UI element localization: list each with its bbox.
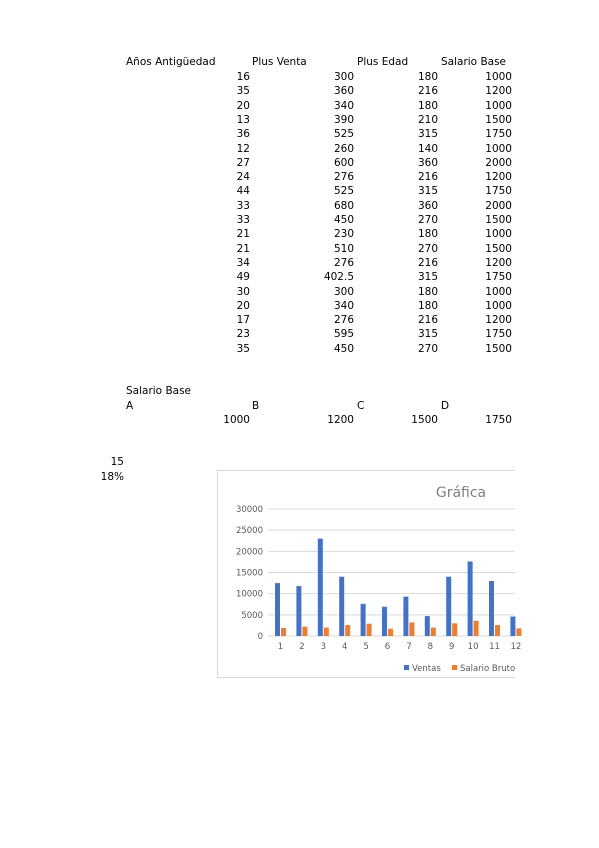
table-row: [0, 199, 599, 213]
table-cell: 315: [417, 271, 438, 284]
bar-salario-bruto: [367, 624, 372, 636]
y-tick-label: 30000: [235, 505, 263, 515]
table-cell: 340: [333, 99, 354, 112]
x-tick-label: 5: [363, 642, 369, 652]
bar-salario-bruto: [302, 627, 307, 636]
table-cell: 315: [417, 328, 438, 341]
table-cell: 390: [333, 113, 354, 126]
table-cell: 180: [417, 228, 438, 241]
table-cell: 315: [417, 185, 438, 198]
bar-ventas: [361, 604, 366, 636]
salary-letter-d: D: [441, 400, 450, 412]
table-cell: 27: [236, 156, 250, 169]
table-cell: 180: [417, 299, 438, 312]
table-cell: 1200: [485, 256, 512, 269]
bar-salario-bruto: [409, 622, 414, 636]
table-row: [0, 256, 599, 270]
table-row: [0, 170, 599, 184]
table-cell: 30: [236, 285, 250, 298]
y-tick-label: 5000: [241, 610, 263, 621]
table-cell: 20: [236, 299, 250, 312]
table-cell: 1750: [485, 185, 512, 198]
table-row: [0, 127, 599, 141]
x-tick-label: 6: [384, 642, 391, 652]
y-tick-label: 0: [257, 632, 263, 642]
bar-ventas: [446, 577, 451, 636]
table-cell: 340: [333, 299, 354, 312]
bar-salario-bruto: [495, 625, 500, 636]
salary-base-title: Salario Base: [126, 385, 192, 397]
table-cell: 2000: [485, 199, 512, 212]
table-cell: 12: [236, 142, 250, 155]
table-cell: 1750: [485, 271, 512, 284]
table-cell: 1500: [485, 214, 512, 226]
table-cell: 450: [333, 214, 354, 226]
salary-value-c: 1500: [411, 414, 438, 426]
table-cell: 270: [417, 242, 438, 255]
table-cell: 216: [417, 171, 438, 184]
table-cell: 1200: [485, 171, 512, 184]
bar-salario-bruto: [345, 625, 350, 636]
table-row: [0, 84, 599, 98]
bar-chart: [218, 471, 522, 677]
x-tick-label: 9: [448, 642, 455, 652]
x-tick-label: 8: [427, 642, 434, 652]
table-cell: 1000: [485, 71, 512, 83]
extra-value: 15: [110, 456, 124, 468]
x-tick-label: 2: [299, 642, 305, 652]
table-row: [0, 327, 599, 341]
table-cell: 216: [417, 314, 438, 327]
table-row: [0, 342, 599, 356]
table-cell: 17: [236, 314, 250, 327]
table-cell: 180: [417, 99, 438, 112]
table-cell: 1500: [485, 113, 512, 126]
table-row: [0, 285, 599, 299]
table-cell: 450: [333, 342, 354, 355]
bar-salario-bruto: [516, 628, 521, 636]
table-cell: 13: [236, 113, 250, 126]
x-tick-label: 11: [489, 642, 500, 652]
x-tick-label: 4: [341, 642, 348, 652]
x-tick-label: 10: [467, 642, 479, 652]
table-cell: 276: [333, 171, 354, 184]
table-cell: 33: [236, 199, 250, 212]
table-cell: 315: [417, 128, 438, 141]
table-cell: 1500: [485, 242, 512, 255]
bar-salario-bruto: [474, 621, 479, 636]
bar-salario-bruto: [431, 628, 436, 636]
table-cell: 23: [236, 328, 250, 341]
header-years: Años Antigüedad: [126, 56, 216, 68]
table-cell: 525: [333, 128, 354, 141]
salary-value-b: 1200: [327, 414, 354, 426]
table-cell: 180: [417, 71, 438, 83]
legend-label: Salario Bruto: [460, 664, 516, 674]
bar-salario-bruto: [388, 629, 393, 636]
table-cell: 1000: [485, 228, 512, 241]
table-cell: 360: [333, 85, 354, 98]
table-cell: 1000: [485, 285, 512, 298]
bar-ventas: [425, 616, 430, 636]
table-cell: 510: [333, 242, 354, 255]
y-tick-label: 20000: [235, 547, 263, 558]
legend-swatch: [404, 665, 409, 670]
table-row: [0, 156, 599, 170]
chart-area: [217, 470, 522, 678]
table-cell: 36: [236, 128, 250, 141]
table-cell: 21: [236, 228, 250, 241]
salary-letter-c: C: [357, 400, 365, 412]
table-cell: 230: [333, 228, 354, 241]
table-row: [0, 242, 599, 256]
table-row: [0, 313, 599, 327]
salary-letter-b: B: [252, 400, 260, 412]
table-cell: 210: [417, 113, 438, 126]
y-tick-label: 25000: [235, 526, 263, 537]
table-row: [0, 299, 599, 313]
table-cell: 16: [236, 71, 250, 83]
table-cell: 34: [236, 256, 250, 269]
bar-ventas: [275, 583, 280, 636]
table-cell: 1000: [485, 99, 512, 112]
legend-label: Ventas: [412, 664, 441, 674]
table-row: [0, 270, 599, 284]
table-cell: 35: [236, 85, 250, 98]
chart-title: Gráfica: [435, 485, 487, 501]
table-cell: 1000: [485, 142, 512, 155]
bar-ventas: [318, 539, 323, 636]
table-row: [0, 227, 599, 241]
table-cell: 276: [333, 314, 354, 327]
bar-salario-bruto: [324, 628, 329, 636]
salary-letter-a: A: [126, 400, 134, 412]
table-cell: 360: [417, 156, 438, 169]
extra-percent: 18%: [100, 471, 124, 483]
table-cell: 33: [236, 214, 250, 226]
table-cell: 180: [417, 285, 438, 298]
table-row: [0, 70, 599, 84]
table-cell: 260: [333, 142, 354, 155]
table-cell: 270: [417, 214, 438, 226]
table-cell: 49: [236, 271, 250, 284]
bar-ventas: [339, 577, 344, 636]
table-cell: 44: [236, 185, 250, 198]
legend-swatch: [452, 665, 457, 670]
table-cell: 1000: [485, 299, 512, 312]
salary-value-d: 1750: [485, 414, 512, 426]
x-tick-label: 12: [510, 642, 522, 652]
table-cell: 1750: [485, 328, 512, 341]
header-plus-edad: Plus Edad: [357, 56, 409, 68]
salary-value-a: 1000: [223, 414, 250, 426]
table-cell: 1200: [485, 314, 512, 327]
table-cell: 24: [236, 171, 250, 184]
table-row: [0, 113, 599, 127]
table-cell: 216: [417, 85, 438, 98]
table-cell: 270: [417, 342, 438, 355]
table-cell: 595: [333, 328, 354, 341]
table-cell: 140: [417, 142, 438, 155]
table-cell: 276: [333, 256, 354, 269]
x-tick-label: 7: [406, 642, 412, 652]
table-cell: 21: [236, 242, 250, 255]
table-row: [0, 99, 599, 113]
table-row: [0, 142, 599, 156]
bar-ventas: [382, 607, 387, 636]
bar-ventas: [403, 597, 408, 636]
x-tick-label: 3: [320, 642, 327, 652]
table-cell: 300: [333, 285, 354, 298]
table-cell: 300: [333, 71, 354, 83]
bar-ventas: [296, 586, 301, 636]
table-cell: 600: [333, 156, 354, 169]
y-tick-label: 15000: [235, 568, 263, 579]
bar-salario-bruto: [281, 628, 286, 636]
table-cell: 680: [333, 199, 354, 212]
x-tick-label: 1: [277, 642, 284, 652]
bar-ventas: [468, 561, 473, 636]
table-cell: 360: [417, 199, 438, 212]
table-cell: 1500: [485, 342, 512, 355]
table-row: [0, 213, 599, 227]
bar-ventas: [489, 581, 494, 636]
bar-ventas: [510, 617, 515, 636]
table-cell: 525: [333, 185, 354, 198]
table-cell: 1200: [485, 85, 512, 98]
table-cell: 1750: [485, 128, 512, 141]
table-cell: 402.5: [323, 271, 354, 284]
header-plus-venta: Plus Venta: [252, 56, 307, 68]
table-cell: 20: [236, 99, 250, 112]
y-tick-label: 10000: [235, 589, 263, 600]
table-cell: 2000: [485, 156, 512, 169]
table-cell: 216: [417, 256, 438, 269]
table-row: [0, 184, 599, 198]
bar-salario-bruto: [452, 623, 457, 636]
header-salario-base: Salario Base: [441, 56, 507, 68]
table-cell: 35: [236, 342, 250, 355]
